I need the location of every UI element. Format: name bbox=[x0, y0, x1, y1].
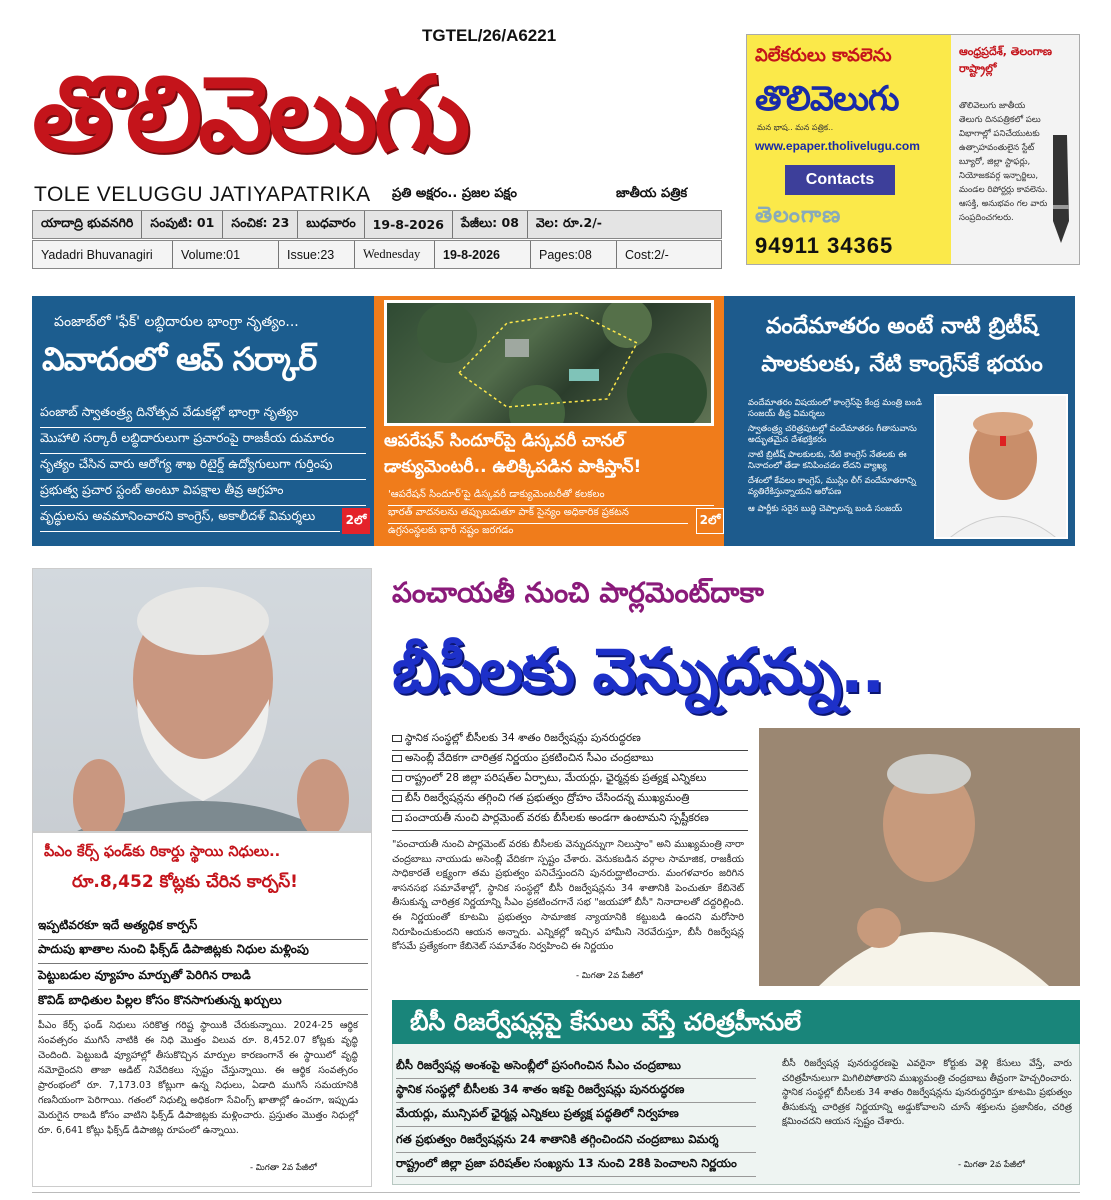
location: Yadadri Bhuvanagiri bbox=[33, 241, 173, 268]
ad-phone: 94911 34365 bbox=[755, 233, 894, 258]
vandemataram-point: ఆ పార్టీకు సరైన బుద్ధి చెప్పాలన్న బండి సంజయ్ bbox=[748, 504, 903, 514]
ad-state: తెలంగాణ bbox=[755, 203, 842, 228]
lead-point-text: పంచాయతీ నుంచి పార్లమెంట్ వరకు బీసీలకు అండగా ఉంటామని స్పష్టీకరణ bbox=[405, 812, 709, 824]
ad-right-body: తొలివెలుగు జాతీయ తెలుగు దినపత్రికలో పలు విభాగాల్లో పనిచేయుటకు ఉత్సాహవంతులైన స్టేట్ బ్యూరో, జిల్లా స్టాఫర్లు, నియోజకవర్గ ఇన్చార్జిలు, మండల రిపోర్టర్లు కావలెను. ఆసక్తి, అనుభవం గల వారు సంప్రదించగలరు. bbox=[959, 101, 1048, 223]
registration-number: TGTEL/26/A6221 bbox=[422, 26, 557, 45]
pm-cares-headline: పీఎం కేర్స్ ఫండ్‌కు రికార్డు స్థాయి నిధులు.. bbox=[44, 844, 281, 860]
page-ref-tag: 2లో bbox=[696, 508, 724, 534]
lead-point-text: బీసీ రిజర్వేషన్లను తగ్గించి గత ప్రభుత్వం ద్రోహం చేసిందన్న ముఖ్యమంత్రి bbox=[405, 792, 690, 804]
lead-point-text: స్థానిక సంస్థల్లో బీసీలకు 34 శాతం రిజర్వేషన్లు పునరుద్ధరణ bbox=[405, 732, 641, 744]
issue: Issue:23 bbox=[279, 241, 355, 268]
volume: Volume:01 bbox=[173, 241, 279, 268]
punjab-headline: వివాదంలో ఆప్ సర్కార్ bbox=[42, 340, 317, 378]
bc-point: గత ప్రభుత్వం రిజర్వేషన్లను 24 శాతానికి తగ్గించిందని చంద్రబాబు విమర్శ bbox=[396, 1132, 756, 1153]
portrait-image bbox=[33, 569, 372, 832]
aerial-map-image bbox=[387, 303, 714, 426]
chief-minister-photo bbox=[759, 728, 1080, 986]
punjab-point: వృద్ధులను అవమానించారని కాంగ్రెస్, అకాలీదళ్ విమర్శలు bbox=[40, 508, 340, 532]
pm-cares-body: పీఎం కేర్స్ ఫండ్ నిధులు సరికొత్త గరిష్ట స్థాయికి చేరుకున్నాయి. 2024-25 ఆర్థిక సంవత్సరం ముగిసే నాటికి ఈ నిధి మొత్తం విలువ రూ. 8,452.07 కోట్లకు వృద్ధి చెందింది. పెట్టుబడి వ్యూహాల్లో తీసుకొచ్చిన మార్పుల కారణంగానే ఈ స్థాయిలో వృద్ధి నమోదైందని తాజా ఆడిట్ నివేదికలు స్పష్టం చేస్తున్నాయి. ఈ ఆర్థిక సంవత్సరం ప్రారంభంలో రూ. 7,173.03 కోట్లుగా ఉన్న నిధులు, ఏడాది ముగిసే సమయానికి గణనీయంగా పెరిగాయి. గతంలో నిధుల్ని అధికంగా సేవింగ్స్ ఖాతాల్లో ఉంచగా, ఇప్పుడు మెరుగైన రాబడి కోసం వాటిని ఫిక్స్‌డ్ డిపాజిట్లకు మళ్లించారు. ప్రస్తుతం మొత్తం నిధుల్లో రూ. 6,641 కోట్లు ఫిక్స్‌డ్ డిపాజిట్ల రూపంలో ఉన్నాయి. bbox=[38, 1020, 358, 1136]
newspaper-logo: తొలివెలుగు bbox=[32, 52, 467, 175]
lead-body: "పంచాయతీ నుంచి పార్లమెంట్ వరకు బీసీలకు వెన్నుదన్నుగా నిలుస్తాం" అని ముఖ్యమంత్రి నారా చంద్రబాబు నాయుడు అసెంబ్లీ వేదికగా స్పష్టం చేశారు. వెనుకబడిన వర్గాల సామాజిక, రాజకీయ సాధికారతే లక్ష్యంగా తమ ప్రభుత్వం పనిచేస్తుందని పునరుద్ఘాటించారు. మంగళవారం జరిగిన శాసనసభ సమావేశాల్లో, స్థానిక సంస్థల్లో బీసీ రిజర్వేషన్లను 34 శాతానికి పెంచుతూ కేబినెట్ తీసుకున్న చారిత్రక నిర్ణయాన్ని సీఎం ప్రకటించగానే సభ "జయహో బీసీ" నినాదాలతో దద్దరిల్లింది. ఈ నిర్ణయంతో కూటమి ప్రభుత్వం సామాజిక న్యాయానికి కట్టుబడి ఉందని మరోసారి నిరూపించుకుందని ఆయన అన్నారు. ఎన్నికల్లో ఇచ్చిన హామీని నెరవేరుస్తూ, బీసీ రిజర్వేషన్ల కోసమే ప్రత్యేకంగా కేబినెట్ సమావేశం నిర్వహించి ఈ నిర్ణయం bbox=[392, 839, 744, 953]
page-ref-tag: 2లో bbox=[342, 508, 370, 534]
pen-icon bbox=[1047, 135, 1075, 245]
vandemataram-headline: వందేమాతరం అంటే నాటి బ్రిటీష్ పాలకులకు, నేటి కాంగ్రెస్‌కే భయం bbox=[761, 314, 1043, 377]
tagline: ప్రతి అక్షరం.. ప్రజల పక్షం bbox=[392, 186, 517, 201]
politician-photo bbox=[934, 394, 1068, 539]
sindoor-point: ఉగ్రసంస్థలకు భారీ నష్టం జరగడం bbox=[388, 525, 514, 536]
ad-logo-subtitle: మన భాష.. మన పత్రిక.. bbox=[757, 123, 834, 132]
continued-note: - మిగతా 2వ పేజీలో bbox=[576, 971, 643, 981]
bc-point: బీసీ రిజర్వేషన్ల అంశంపై అసెంబ్లీలో ప్రసంగించిన సీఎం చంద్రబాబు bbox=[396, 1058, 756, 1079]
punjab-kicker: పంజాబ్‌లో 'ఫేక్' లబ్ధిదారుల భాంగ్రా నృత్యం... bbox=[54, 314, 299, 330]
lead-headline: బీసీలకు వెన్నుదన్ను.. bbox=[392, 634, 884, 707]
lead-point bbox=[392, 772, 748, 791]
bc-point: రాష్ట్రంలో జిల్లా ప్రజా పరిషత్‌ల సంఖ్యను 13 నుంచి 28కి పెంచాలని నిర్ణయం bbox=[396, 1156, 756, 1177]
pm-cares-point: కొవిడ్ బాధితుల పిల్లల కోసం కొనసాగుతున్న ఖర్చులు bbox=[38, 993, 368, 1015]
vandemataram-point: నాటి బ్రిటీష్ పాలకులకు, నేటి కాంగ్రెస్ నేతలకు ఈ నినాదంలో తేడా కనిపించడం లేదని వ్యాఖ్య bbox=[748, 450, 907, 471]
lead-point-text: అసెంబ్లీ వేదికగా చారిత్రక నిర్ణయం ప్రకటించిన సీఎం చంద్రబాబు bbox=[405, 752, 654, 764]
price: వెల: రూ.2/- bbox=[535, 215, 602, 230]
bullet-icon bbox=[392, 735, 402, 742]
continued-note: - మిగతా 2వ పేజీలో bbox=[958, 1160, 1025, 1170]
recruitment-ad bbox=[746, 34, 1080, 265]
lead-point bbox=[392, 752, 748, 771]
issue: సంచిక: 23 bbox=[223, 211, 298, 238]
lead-point bbox=[392, 732, 748, 751]
price: Cost:2/- bbox=[625, 247, 669, 262]
pm-cares-point: పెట్టుబడుల వ్యూహం మార్పుతో పెరిగిన రాబడి bbox=[38, 968, 368, 990]
sindoor-point: 'ఆపరేషన్ సిందూర్'పై డిస్కవరీ డాక్యుమెంటరీతో కలకలం bbox=[388, 488, 714, 506]
pm-cares-point: పాదుపు ఖాతాల నుంచి ఫిక్స్‌డ్ డిపాజిట్లకు నిధుల మళ్లింపు bbox=[38, 942, 368, 964]
top-news-band bbox=[32, 296, 1075, 546]
weekday: బుధవారం bbox=[298, 211, 364, 238]
lead-point-text: రాష్ట్రంలో 28 జిల్లా పరిషత్‌ల ఏర్పాటు, మేయర్లు, ఛైర్మన్లకు ప్రత్యక్ష ఎన్నికలు bbox=[405, 772, 707, 784]
date: 19-8-2026 bbox=[365, 211, 453, 238]
sindoor-headline: ఆపరేషన్ సిందూర్‌పై డిస్కవరీ చానల్ డాక్యుమెంటరీ.. ఉలిక్కిపడిన పాకిస్తాన్! bbox=[384, 431, 642, 477]
bullet-icon bbox=[392, 775, 402, 782]
pm-cares-subheadline: రూ.8,452 కోట్లకు చేరిన కార్పస్! bbox=[72, 872, 298, 892]
pages: పేజీలు: 08 bbox=[453, 211, 528, 238]
ad-headline: విలేకరులు కావలెను bbox=[755, 45, 892, 66]
footer-divider bbox=[32, 1192, 1080, 1193]
ad-contacts-label: Contacts bbox=[785, 165, 895, 195]
vandemataram-point: వందేమాతరం విషయంలో కాంగ్రెస్‌పై కేంద్ర మంత్రి బండి సంజయ్ తీవ్ర విమర్శలు bbox=[748, 398, 922, 419]
punjab-point: నృత్యం చేసిన వారు ఆరోగ్య శాఖ రిటైర్డ్ ఉద్యోగులుగా గుర్తింపు bbox=[40, 456, 366, 480]
pm-cares-point: ఇప్పటివరకూ ఇదే అత్యధిక కార్పస్ bbox=[38, 918, 368, 940]
ad-right-title: ఆంధ్రప్రదేశ్, తెలంగాణ రాష్ట్రాల్లో bbox=[959, 45, 1052, 75]
punjab-point: మొహాలి సర్కారీ లబ్ధిదారులుగా ప్రచారంపై రాజకీయ దుమారం bbox=[40, 430, 366, 454]
sindoor-point: భారత్ వాదనలను తప్పుబడుతూ పాక్ సైన్యం అధికారిక ప్రకటన bbox=[388, 506, 688, 524]
bc-box-headline: బీసీ రిజర్వేషన్లపై కేసులు వేస్తే చరిత్రహీనులే bbox=[392, 1000, 1080, 1044]
vandemataram-point: దేశంలో కేవలం కాంగ్రెస్, ముస్లిం లీగ్ వందేమాతరాన్ని వ్యతిరేకిస్తున్నాయని ఆరోపణ bbox=[748, 476, 916, 497]
ad-logo: తొలివెలుగు bbox=[755, 79, 899, 119]
location: యాదాద్రి భువనగిరి bbox=[33, 211, 142, 238]
bc-point: స్థానిక సంస్థల్లో బీసీలకు 34 శాతం ఇకపై రిజర్వేషన్లు పునరుద్ధరణ bbox=[396, 1082, 756, 1103]
aerial-photo bbox=[384, 300, 714, 426]
weekday: Wednesday bbox=[355, 241, 435, 268]
bullet-icon bbox=[392, 755, 402, 762]
bc-box-body: బీసీ రిజర్వేషన్ల పునరుద్ధరణపై ఎవరైనా కోర్టుకు వెళ్లి కేసులు వేస్తే, వారు చరిత్రహీనులుగా మిగిలిపోతారని ముఖ్యమంత్రి చంద్రబాబు తీవ్రంగా హెచ్చరించారు. స్థానిక సంస్థల్లో బీసీలకు 34 శాతం రిజర్వేషన్లను పునరుద్ధరిస్తూ కూటమి ప్రభుత్వం తీసుకున్న చారిత్రక నిర్ణయాన్ని అడ్డుకోవాలని చూసే శక్తులను ప్రజానీకం, చరిత్ర క్షమించదని ఆయన స్పష్టం చేశారు. bbox=[782, 1058, 1072, 1127]
info-bar-telugu bbox=[32, 210, 722, 239]
bullet-icon bbox=[392, 795, 402, 802]
continued-note: - మిగతా 2వ పేజీలో bbox=[250, 1163, 317, 1173]
date: 19-8-2026 bbox=[435, 241, 531, 268]
pm-photo bbox=[32, 568, 372, 832]
bullet-icon bbox=[392, 815, 402, 822]
tagline-national: జాతీయ పత్రిక bbox=[616, 186, 688, 201]
lead-point bbox=[392, 792, 748, 811]
english-name: TOLE VELUGGU JATIYAPATRIKA bbox=[34, 183, 371, 206]
portrait-image bbox=[759, 728, 1080, 986]
punjab-point: పంజాబ్ స్వాతంత్ర్య దినోత్సవ వేడుకల్లో భాంగ్రా నృత్యం bbox=[40, 404, 366, 428]
volume: సంపుటి: 01 bbox=[142, 211, 223, 238]
bc-point: మేయర్లు, మున్సిపల్ ఛైర్మన్ల ఎన్నికలు ప్రత్యక్ష పద్ధతిలో నిర్వహణ bbox=[396, 1106, 756, 1127]
info-bar-english bbox=[32, 240, 722, 269]
lead-point bbox=[392, 812, 748, 831]
pages: Pages:08 bbox=[531, 241, 617, 268]
lead-kicker: పంచాయతీ నుంచి పార్లమెంట్‌దాకా bbox=[392, 576, 764, 609]
portrait-image bbox=[936, 396, 1068, 539]
punjab-point: ప్రభుత్వ ప్రచార స్టంట్ అంటూ విపక్షాల తీవ్ర ఆగ్రహం bbox=[40, 482, 366, 506]
vandemataram-point: స్వాతంత్ర్య చరిత్రపుటల్లో వందేమాతరం గీతానువాను అద్భుతమైన దేశభక్తికరం bbox=[748, 424, 917, 445]
ad-website: www.epaper.tholivelugu.com bbox=[755, 139, 920, 153]
